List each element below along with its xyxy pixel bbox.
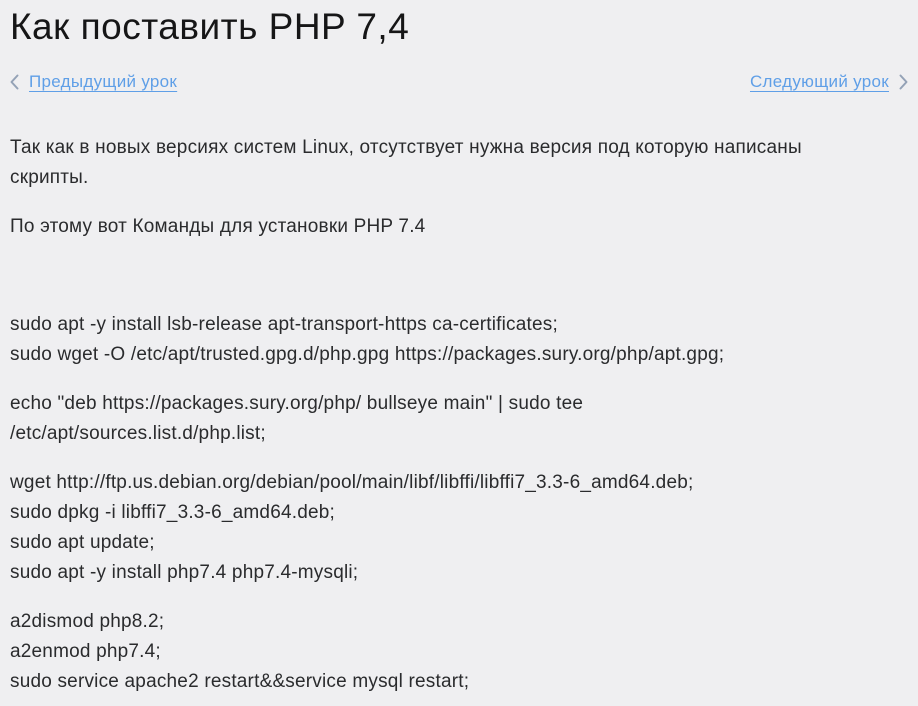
next-lesson-link[interactable] — [750, 72, 908, 92]
text-line: a2dismod php8.2; — [10, 611, 165, 632]
paragraph — [10, 212, 908, 242]
paragraph — [10, 607, 908, 697]
text-line: sudo service apache2 restart&&service mysql restart; — [10, 671, 470, 692]
text-line: По этому вот Команды для установки PHP 7.4 — [10, 216, 426, 237]
prev-lesson-link[interactable] — [10, 72, 177, 92]
text-line: a2enmod php7.4; — [10, 641, 161, 662]
text-line: /etc/apt/sources.list.d/php.list; — [10, 423, 266, 444]
text-line: sudo apt update; — [10, 532, 155, 553]
prev-lesson-label: Предыдущий урок — [29, 72, 178, 91]
next-lesson-label: Следующий урок — [749, 72, 889, 91]
paragraph — [10, 261, 908, 291]
chevron-left-icon — [10, 74, 19, 90]
text-line: echo "deb https://packages.sury.org/php/ bullseye main" | sudo tee — [10, 393, 584, 414]
text-line: sudo wget -O /etc/apt/trusted.gpg.d/php.gpg https://packages.sury.org/php/apt.gpg; — [10, 344, 725, 365]
lesson-nav — [10, 71, 908, 93]
paragraph — [10, 468, 908, 588]
text-line: sudo dpkg -i libffi7_3.3-6_amd64.deb; — [10, 502, 335, 523]
text-line: скрипты. — [10, 167, 89, 188]
text-line: Так как в новых версиях систем Linux, отсутствует нужна версия под которую написаны — [10, 137, 802, 158]
lesson-content — [10, 133, 908, 697]
text-line: sudo apt -y install lsb-release apt-transport-https ca-certificates; — [10, 314, 558, 335]
paragraph — [10, 310, 908, 370]
paragraph — [10, 389, 908, 449]
page-title: Как поставить PHP 7,4 — [10, 6, 410, 47]
paragraph — [10, 133, 908, 193]
text-line: sudo apt -y install php7.4 php7.4-mysqli; — [10, 562, 359, 583]
text-line — [10, 261, 908, 291]
chevron-right-icon — [899, 74, 908, 90]
text-line: wget http://ftp.us.debian.org/debian/pool/main/libf/libffi/libffi7_3.3-6_amd64.deb; — [10, 472, 694, 493]
